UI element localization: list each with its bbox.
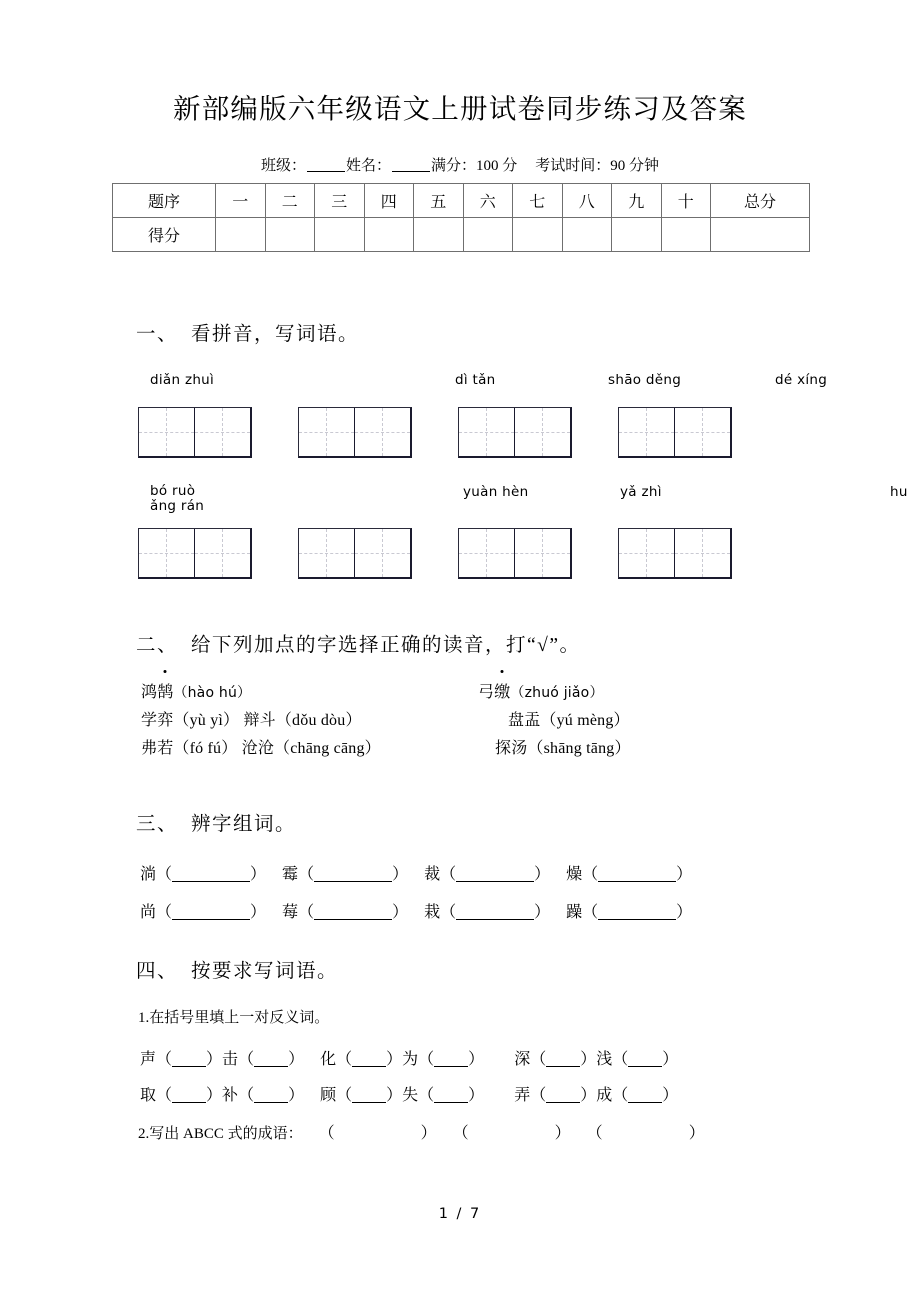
pinyin-options-gongzhuo[interactable]: （zhuó jiǎo） <box>510 685 604 701</box>
pinyin-label-2-3: yǎ zhì <box>620 484 662 500</box>
score-input-total[interactable] <box>711 218 810 252</box>
antonym-char-1-4: 为 <box>402 1051 419 1068</box>
class-label: 班级： <box>260 158 306 174</box>
antonym-blank[interactable] <box>352 1102 386 1103</box>
table-row-header <box>113 184 810 218</box>
antonym-char-2-2: 补 <box>222 1087 239 1104</box>
cell-total-label: 总分 <box>711 184 810 218</box>
word-build-blank[interactable] <box>314 919 392 920</box>
pinyin-label-1-1: diǎn zhuì <box>150 372 215 388</box>
score-input-1[interactable] <box>216 218 266 252</box>
score-input-5[interactable] <box>414 218 464 252</box>
antonym-blank[interactable] <box>546 1102 580 1103</box>
character-grid-box[interactable] <box>618 528 732 579</box>
section-title-1: 看拼音，写词语。 <box>191 324 360 345</box>
class-blank[interactable] <box>307 171 345 172</box>
reading-choice-line-3-left[interactable]: 弗若（fó fú） 沧沧（chāng cāng） <box>141 740 381 757</box>
antonym-blank[interactable] <box>628 1066 662 1067</box>
word-build-char-2-4: 躁 <box>566 904 583 921</box>
cell-q-2: 二 <box>265 184 315 218</box>
section-heading-4 <box>136 955 338 983</box>
word-build-blank[interactable] <box>598 919 676 920</box>
antonym-char-2-3: 顾 <box>320 1087 337 1104</box>
character-grid-box[interactable] <box>298 528 412 579</box>
word-char-gong: 弓 <box>478 684 495 701</box>
cell-q-6: 六 <box>463 184 513 218</box>
word-build-char-1-4: 燥 <box>566 866 583 883</box>
antonym-blank[interactable] <box>434 1066 468 1067</box>
grid-cell[interactable] <box>619 529 675 577</box>
sub-question-label-2: 2.写出 ABCC 式的成语： <box>138 1126 303 1142</box>
grid-cell[interactable] <box>299 408 355 456</box>
cell-q-1: 一 <box>216 184 266 218</box>
word-build-blank[interactable] <box>456 919 534 920</box>
reading-choice-line-3-right[interactable]: 探汤（shāng tāng） <box>495 740 631 757</box>
cell-q-9: 九 <box>612 184 662 218</box>
section-title-3: 辨字组词。 <box>191 814 297 835</box>
word-build-row-2: 尚（ ） 莓（ ） 栽（ ） 躁（ ） <box>140 904 693 921</box>
word-build-blank[interactable] <box>456 881 534 882</box>
word-build-char-1-3: 裁 <box>424 866 441 883</box>
antonym-char-1-3: 化 <box>320 1051 337 1068</box>
antonym-row-2: 取（ ）补（ ） 顾（ ）失（ ） 弄（ ）成（ ） <box>140 1087 679 1104</box>
antonym-blank[interactable] <box>172 1066 206 1067</box>
pinyin-label-2-1-line2: ǎng rán <box>150 498 205 514</box>
dotted-char-hu: 鹄 <box>157 679 173 702</box>
antonym-row-1: 声（ ）击（ ） 化（ ）为（ ） 深（ ）浅（ ） <box>140 1051 679 1068</box>
full-score-value: 100 分 <box>476 158 518 174</box>
cell-q-5: 五 <box>414 184 464 218</box>
dotted-char-zhuo: 缴 <box>494 679 510 702</box>
reading-choice-line-1-right[interactable] <box>478 679 604 702</box>
word-build-blank[interactable] <box>598 881 676 882</box>
score-input-4[interactable] <box>364 218 414 252</box>
antonym-char-2-4: 失 <box>402 1087 419 1104</box>
word-build-blank[interactable] <box>172 919 250 920</box>
score-input-8[interactable] <box>562 218 612 252</box>
pinyin-options-honghu[interactable]: （hào hú） <box>173 685 252 701</box>
grid-cell[interactable] <box>675 408 731 456</box>
antonym-char-1-6: 浅 <box>596 1051 613 1068</box>
cell-q-3: 三 <box>315 184 365 218</box>
antonym-blank[interactable] <box>254 1066 288 1067</box>
exam-time-label: 考试时间： <box>535 158 611 174</box>
grid-cell[interactable] <box>139 529 195 577</box>
grid-cell[interactable] <box>675 529 731 577</box>
antonym-blank[interactable] <box>172 1102 206 1103</box>
exam-time-value: 90 分钟 <box>610 158 660 174</box>
word-build-char-2-3: 栽 <box>424 904 441 921</box>
pinyin-label-1-2: dì tǎn <box>455 372 496 388</box>
reading-choice-line-2-right[interactable]: 盘盂（yú mèng） <box>508 712 630 729</box>
antonym-char-2-6: 成 <box>596 1087 613 1104</box>
page-number-footer: 1 / 7 <box>438 1206 482 1222</box>
score-input-3[interactable] <box>315 218 365 252</box>
word-build-char-2-1: 尚 <box>140 904 157 921</box>
cell-q-7: 七 <box>513 184 563 218</box>
pinyin-label-2-2: yuàn hèn <box>463 484 529 500</box>
character-grid-box[interactable] <box>458 528 572 579</box>
antonym-blank[interactable] <box>546 1066 580 1067</box>
antonym-char-1-5: 深 <box>514 1051 531 1068</box>
score-input-10[interactable] <box>661 218 711 252</box>
section-index-2: 二、 <box>136 635 179 656</box>
table-row-score <box>113 218 810 252</box>
section-index-1: 一、 <box>136 324 179 345</box>
section-title-2: 给下列加点的字选择正确的读音，打“√”。 <box>191 635 581 656</box>
pinyin-label-2-4: hu <box>890 484 908 500</box>
cell-q-8: 八 <box>562 184 612 218</box>
grid-cell[interactable] <box>139 408 195 456</box>
antonym-char-1-2: 击 <box>222 1051 239 1068</box>
antonym-char-1-1: 声 <box>140 1051 157 1068</box>
antonym-char-2-1: 取 <box>140 1087 157 1104</box>
exam-info-line <box>0 154 920 175</box>
section-index-4: 四、 <box>136 961 179 982</box>
cell-q-4: 四 <box>364 184 414 218</box>
reading-choice-line-1-left[interactable] <box>141 679 251 702</box>
score-input-9[interactable] <box>612 218 662 252</box>
score-table <box>112 183 810 252</box>
pinyin-label-2-1-line1: bó ruò <box>150 483 196 499</box>
pinyin-label-1-3: shāo děng <box>608 372 682 388</box>
section-index-3: 三、 <box>136 814 179 835</box>
reading-choice-line-2-left[interactable]: 学弈（yù yì） 辩斗（dǒu dòu） <box>141 712 362 729</box>
antonym-blank[interactable] <box>352 1066 386 1067</box>
pinyin-label-1-4: dé xíng <box>775 372 828 388</box>
character-grid-box[interactable] <box>138 528 252 579</box>
cell-score-label: 得分 <box>113 218 216 252</box>
section-heading-1 <box>136 318 359 346</box>
pinyin-label-2-1 <box>150 484 240 514</box>
score-input-2[interactable] <box>265 218 315 252</box>
antonym-char-2-5: 弄 <box>514 1087 531 1104</box>
antonym-blank[interactable] <box>434 1102 468 1103</box>
character-grid-box[interactable] <box>618 407 732 458</box>
score-input-7[interactable] <box>513 218 563 252</box>
score-input-6[interactable] <box>463 218 513 252</box>
section-heading-3 <box>136 808 296 836</box>
page-title: 新部编版六年级语文上册试卷同步练习及答案 <box>173 93 747 124</box>
grid-cell[interactable] <box>619 408 675 456</box>
grid-cell[interactable] <box>355 408 411 456</box>
character-grid-box[interactable] <box>138 407 252 458</box>
word-build-char-2-2: 莓 <box>282 904 299 921</box>
grid-cell[interactable] <box>355 529 411 577</box>
sub-question-label-1: 1.在括号里填上一对反义词。 <box>138 1010 330 1026</box>
word-build-char-1-2: 霉 <box>282 866 299 883</box>
name-label: 姓名： <box>345 158 391 174</box>
word-char-hong: 鸿 <box>141 684 158 701</box>
cell-row-label: 题序 <box>113 184 216 218</box>
section-title-4: 按要求写词语。 <box>191 961 339 982</box>
section-heading-2 <box>136 629 581 657</box>
word-build-blank[interactable] <box>314 881 392 882</box>
character-grid-box[interactable] <box>298 407 412 458</box>
full-score-label: 满分： <box>430 158 476 174</box>
abcc-idiom-row: 2.写出 ABCC 式的成语： （ ） （ ） （ ） <box>138 1125 705 1142</box>
word-build-char-1-1: 淌 <box>140 866 157 883</box>
grid-cell[interactable] <box>515 529 571 577</box>
grid-cell[interactable] <box>195 529 251 577</box>
word-build-blank[interactable] <box>172 881 250 882</box>
cell-q-10: 十 <box>661 184 711 218</box>
grid-cell[interactable] <box>299 529 355 577</box>
grid-cell[interactable] <box>459 408 515 456</box>
grid-cell[interactable] <box>195 408 251 456</box>
grid-cell[interactable] <box>515 408 571 456</box>
grid-cell[interactable] <box>459 529 515 577</box>
name-blank[interactable] <box>392 171 430 172</box>
antonym-blank[interactable] <box>628 1102 662 1103</box>
antonym-blank[interactable] <box>254 1102 288 1103</box>
word-build-row-1: 淌（ ） 霉（ ） 裁（ ） 燥（ ） <box>140 866 693 883</box>
character-grid-box[interactable] <box>458 407 572 458</box>
